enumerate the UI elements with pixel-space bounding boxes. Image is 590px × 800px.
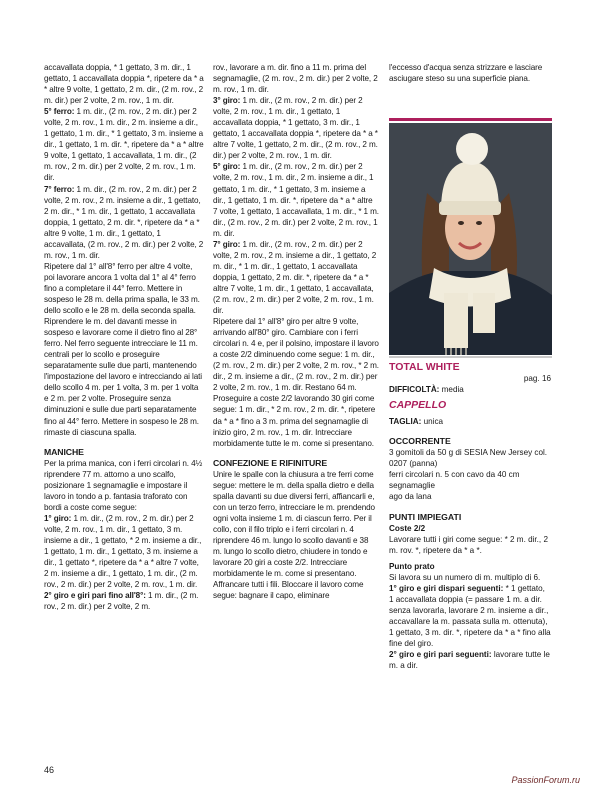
section-title: TOTAL WHITE: [389, 361, 460, 373]
heading-occorrente: OCCORRENTE: [389, 436, 451, 447]
text: media: [439, 385, 464, 395]
paragraph: accavallata doppia, * 1 gettato, 3 m. dir., 1 gettato, 1 accavallata doppia *, ripetere da * a * altre 9 volte, 1 gettato, 2 m. dir., (2 m. rov., 2 m. dir.) per 2 volte, 2 m. rov., 1 m. dir.: [44, 63, 204, 106]
page-reference: pag. 16: [523, 374, 551, 384]
paragraph: Riprendere le m. del davanti messe in sospeso e lavorare come il dietro fino al 28° ferro. Nel ferro seguente intrecciare le 11 m. centrali per lo scollo e proseguire separatamente sulle due parti, mantenendo l'impostazione del lavoro e intrecciando ai lati dello scollo 4 m. per 1 volta, 3 m. per 1 volta e 2 m. per 2 volte. Proseguire senza diminuzioni e sulle due parti separatamente fino al 44° ferro. Mettere in sospeso le 28 m. rimaste di ciascuna spalla.: [44, 317, 202, 437]
ferro-5: [44, 106, 204, 183]
label: 2° giro e giri pari fino all'8°:: [44, 591, 146, 601]
paragraph: Unire le spalle con la chiusura a tre ferri come segue: mettere le m. della spalla dietro e della spalla davanti su due diversi ferri, affiancarli e, con un terzo ferro, intrecciare le m. prendendo ogni volta insieme 1 m. di ciascun ferro. Per il collo, con il filo triplo e i ferri circolari n. 4 riprendere 46 m. lungo lo scollo davanti e 38 m. lungo lo scollo dietro, chiudere in tondo e lavorare 20 giri a coste 2/2. Intrecciare morbidamente le m. come si presentano. Affrancare tutti i fili. Bloccare il lavoro come segue: bagnare il capo, eliminare: [213, 469, 375, 601]
label: 2° giro e giri pari seguenti:: [389, 650, 492, 660]
paragraph: Ripetere dal 1° all'8° ferro per altre 4 volte, poi lavorare ancora 1 volta dal 1° al 4° ferro fino a completare il 44° ferro. Mettere in sospeso le 28 m. della prima spalla, le 33 m. dello scollo e le 28 m. della seconda spalla.: [44, 261, 200, 316]
stitch-name: Punto prato: [389, 561, 435, 571]
giro-1: [44, 513, 204, 590]
text-column-3-top: [389, 62, 551, 84]
watermark: PassionForum.ru: [511, 775, 580, 785]
heading-punti: PUNTI IMPIEGATI: [389, 511, 462, 522]
text: 1 m. dir., (2 m. rov., 2 m. dir.) per 2 volte, 2 m.: [44, 591, 199, 612]
paragraph: Si lavora su un numero di m. multiplo di 6.: [389, 572, 541, 582]
text-column-1: [44, 62, 204, 612]
giro-5: [213, 161, 379, 238]
paragraph: rov., lavorare a m. dir. fino a 11 m. prima del segnamaglie, (2 m. rov., 2 m. dir.) per 2 volte, 2 m. rov., 1 m. dir.: [213, 63, 378, 95]
heading-confezione: CONFEZIONE E RIFINITURE: [213, 457, 328, 468]
text: 1 m. dir., (2 m. rov., 2 m. dir.) per 2 volte, 2 m. rov., 1 m. dir., 1 gettato, 1 accavallata doppia, * 1 gettato, 3 m. dir., 1 gettato, 1 accavallata doppia *, ripetere da * a * altre 7 volte, 1 gettato, 2 m. dir., (2 m. rov., 2 m. dir.) per 2 volte, 2 m. rov., 1 m. dir.: [213, 96, 378, 161]
text-column-3: [389, 362, 551, 671]
label: TAGLIA:: [389, 417, 422, 427]
label: 3° giro:: [213, 96, 241, 106]
text: 1 m. dir., (2 m. rov., 2 m. dir.) per 2 volte, 2 m. rov., 2 m. insieme a dir., 1 gettato, 2 m. dir., * 1 m. dir., 1 gettato, 1 accavallata doppia, 1 gettato, 2 m. dir. *, ripetere da * a * altre 9 volte, 1 m. dir., 1 gettato, 1 accavallata, (2 m. rov., 2 m. dir.) per 2 volte, 2 m. rov., 1 m. dir.: [44, 184, 204, 260]
label: 7° ferro:: [44, 184, 75, 194]
paragraph: Lavorare tutti i giri come segue: * 2 m. dir., 2 m. rov. *, ripetere da * a *.: [389, 534, 548, 555]
label: 7° giro:: [213, 239, 241, 249]
giro-dispari: [389, 583, 551, 649]
label: 5° giro:: [213, 162, 241, 172]
page-reference-row: [389, 373, 551, 384]
giro-7: [213, 239, 379, 316]
paragraph: Per la prima manica, con i ferri circolari n. 4½ riprendere 77 m. attorno a uno scalfo, posizionare 1 segnamaglie e impostare il lavoro in tondo a p. fantasia traforato con bordi a coste come segue:: [44, 458, 203, 512]
model-photo-illustration: [389, 123, 552, 355]
text: unica: [421, 417, 444, 427]
label: 5° ferro:: [44, 107, 75, 117]
size: [389, 416, 551, 427]
subtitle: CAPPELLO: [389, 399, 447, 412]
label: 1° giro:: [44, 513, 72, 523]
text: 1 m. dir., (2 m. rov., 2 m. dir.) per 2 volte, 2 m. rov., 1 m. dir., 2 m. insieme a dir., 1 gettato, 1 m. dir., * 1 gettato, 3 m. insieme a dir., 1 gettato, 1 m. dir. *, ripetere da * a * altre 7 volte, 1 gettato, 1 accavallata, 1 m. dir., * 1 m. dir., (2 m. rov., 2 m. dir.) per 2 volte, 2 m. rov., 1 m. dir.: [213, 162, 379, 238]
material-item: ago da lana: [389, 492, 432, 502]
model-photo: [389, 123, 552, 355]
text: 1 m. dir., (2 m. rov., 2 m. dir.) per 2 volte, 2 m. rov., 1 m. dir., 2 m. insieme a dir., 1 gettato, 1 m. dir., * 1 gettato, 3 m. insieme a dir., 1 gettato, 1 m. dir. *, ripetere da * a * altre 9 volte, 1 gettato, 1 accavallata, 1 m. dir., (2 m. rov., 2 m. dir.) per 2 volte, 2 m. rov., 1 m. dir.: [44, 107, 204, 183]
giro-3: [213, 95, 379, 161]
material-item: segnamaglie: [389, 481, 436, 491]
text: 1 m. dir., (2 m. rov., 2 m. dir.) per 2 volte, 2 m. rov., 2 m. insieme a dir., 1 gettato, 2 m. dir., * 1 m. dir., 1 gettato, 1 accavallata doppia, 1 gettato, 2 m. dir. *, ripetere da * a * altre 7 volte, 1 m. dir., 1 gettato, 1 accavallata, (2 m. rov., 2 m. dir.) per 2 volte, 2 m. rov., 1 m. dir.: [213, 239, 377, 316]
text: lavorare tutte le m. a dir.: [389, 650, 550, 671]
photo-top-rule: [389, 118, 552, 121]
paragraph: Ripetere dal 1° all'8° giro per altre 9 volte, arrivando all'80° giro. Cambiare con i ferri circolari n. 4 e, per il polsino, impostare il lavoro a coste 2/2 diminuendo come segue: 1 m. dir., (2 m. rov., 2 m. dir.) per 2 volte, 2 m. rov., * 2 m. dir., 2 m. insieme a dir., (2 m. rov., 2 m. dir.) per 2 volte, 2 m. rov., 1 m. dir. Restano 64 m. Proseguire a coste 2/2 lavorando 30 giri come segue: 1 m. dir., * 2 m. rov., 2 m. dir. *, ripetere da * a * fino a 3 m. prima del segnamaglie di inizio giro, 2 m. rov., 1 m. dir. Intrecciare morbidamente tutte le m. come si presentano.: [213, 317, 379, 448]
giro-pari: [389, 649, 551, 671]
difficulty: [389, 384, 551, 395]
ferro-7: [44, 184, 204, 261]
material-item: ferri circolari n. 5 con cavo da 40 cm: [389, 470, 520, 480]
paragraph: l'eccesso d'acqua senza strizzare e lasciare asciugare steso su una superficie piana.: [389, 63, 543, 84]
label: 1° giro e giri dispari seguenti:: [389, 583, 504, 593]
giro-2: [44, 590, 204, 612]
page-number: 46: [44, 765, 55, 775]
text-column-2: [213, 62, 379, 601]
heading-maniche: MANICHE: [44, 446, 84, 457]
label: DIFFICOLTÀ:: [389, 385, 440, 395]
text: * 1 gettato, 1 accavallata doppia (= passare 1 m. a dir. senza lavorarla, lavorare 2 m. insieme a dir., accavallare la m. passata sulla m. ottenuta), 1 gettato, 3 m. dir. *, ripetere da * a * fino alla fine del giro.: [389, 583, 551, 649]
material-item: 3 gomitoli da 50 g di SESIA New Jersey col. 0207 (panna): [389, 448, 548, 469]
text: 1 m. dir., (2 m. rov., 2 m. dir.) per 2 volte, 2 m. rov., 1 m. dir., 1 gettato, 3 m. insieme a dir., 1 gettato, * 2 m. insieme a dir., 1 gettato, 1 m. dir., 1 gettato, 3 m. insieme a dir., 1 gettato *, ripetere da * a * altre 7 volte, 2 m. insieme a dir., 1 gettato, 1 m. dir., (2 m. rov., 2 m. dir.) per 2 volte, 2 m. rov., 1 m. dir.: [44, 513, 202, 590]
photo-bottom-rule: [389, 356, 552, 358]
stitch-name: Coste 2/2: [389, 523, 426, 533]
